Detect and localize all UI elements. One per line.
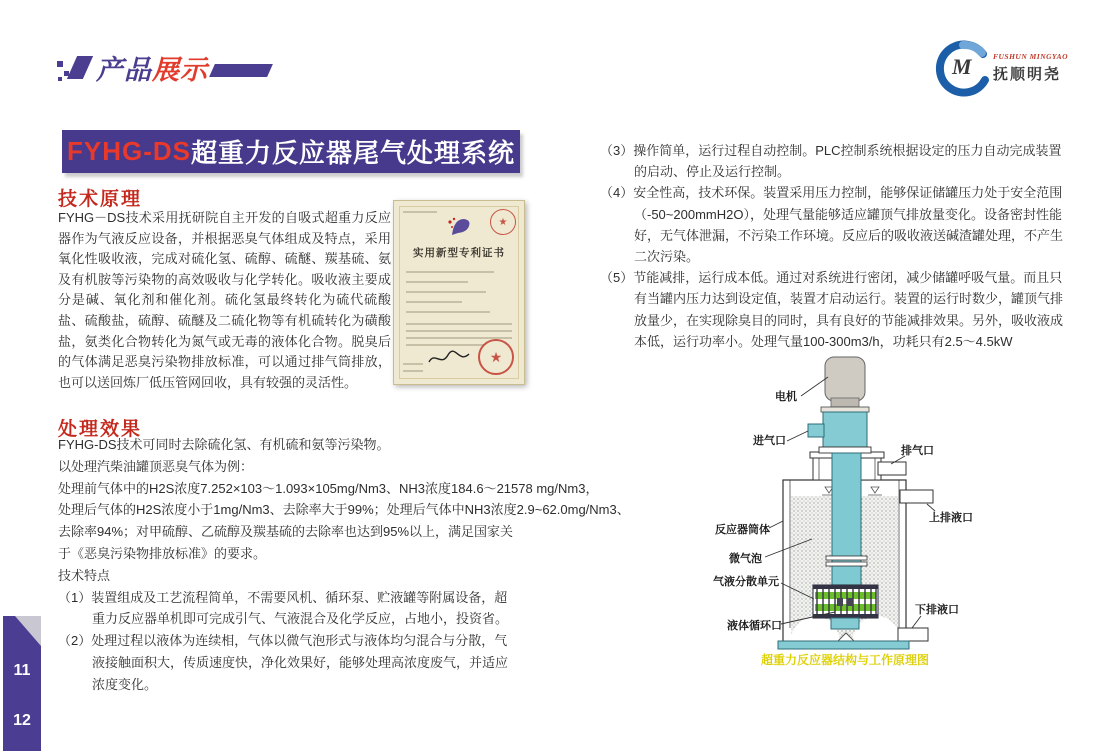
- certificate-text-line: [406, 271, 494, 273]
- reactor-diagram: [665, 346, 995, 676]
- label-dispersion-unit: 气液分散单元: [713, 576, 779, 588]
- certificate-text-line: [406, 311, 490, 313]
- effect-line: 去除率94%；对甲硫醇、乙硫醇及羰基硫的去除率也达到95%以上，满足国家关于《恶臭污染物排放标准》的要求。: [58, 524, 514, 561]
- banner-block: [67, 56, 93, 79]
- company-name-cn: 抚顺明尧: [993, 66, 1062, 83]
- effect-text: [58, 434, 630, 696]
- certificate-signature: [426, 349, 472, 369]
- features-right: [600, 140, 1068, 352]
- certificate-text-line: [406, 291, 486, 293]
- label-gas-outlet: 排气口: [901, 445, 934, 457]
- lower-drain-pipe: [898, 628, 928, 641]
- outlet-pipe: [878, 462, 906, 475]
- effect-line: 处理后气体的H2S浓度小于1mg/Nm3、去除率大于99%；处理后气体中NH3浓度2.9~62.0mg/Nm3、: [58, 502, 630, 518]
- diagram-caption: 超重力反应器结构与工作原理图: [760, 653, 930, 667]
- certificate-text-line: [406, 330, 512, 332]
- upper-drain-pipe: [900, 490, 933, 503]
- certificate-footer-line: [403, 370, 423, 372]
- label-liquid-circulation: 液体循环口: [727, 620, 782, 632]
- banner-pixel: [57, 61, 63, 67]
- feature-item-1: （1）装置组成及工艺流程简单，不需要风机、循环泵、贮液罐等附属设备，超重力反应器单机即可完成引气、气液混合及化学反应，占地小，投资省。: [58, 589, 509, 627]
- page-title: [62, 130, 520, 173]
- page-number-right: 12: [13, 712, 31, 729]
- certificate-seal-top-icon: ★: [490, 209, 516, 235]
- dispersion-unit: [813, 585, 878, 618]
- feature-item-3: （3）操作简单，运行过程自动控制。PLC控制系统根据设定的压力自动完成装置的启动、停止及运行控制。: [600, 143, 1062, 180]
- company-name-en: FUSHUN MINGYAO: [993, 52, 1068, 61]
- label-lower-drain: 下排液口: [915, 604, 959, 616]
- drive-column: [823, 412, 867, 447]
- effect-line: 以处理汽柴油罐顶恶臭气体为例：: [58, 458, 254, 474]
- brand-banner-text: [96, 48, 208, 87]
- label-reactor-body: 反应器筒体: [715, 524, 770, 536]
- patent-certificate: [393, 200, 525, 385]
- effect-heading: 处理效果: [58, 419, 143, 440]
- principle-body: FYHG－DS技术采用抚研院自主开发的自吸式超重力反应器作为气液反应设备，并根据恶臭气体组成及特点，采用氧化性吸收液，完成对硫化氢、硫醇、硫醚、羰基硫、氨及有机胺等污染物的高效吸收与化学转化。吸收液主要成分是碱、氧化剂和催化剂。硫化氢最终转化为硫代硫酸盐、硫酸盐，硫醇、硫醚及二硫化物等有机硫转化为磺酸盐，氨类化合物转化为氮气或无毒的液体化合物。脱臭后的气体满足恶臭污染物排放标准，可以通过排气筒排放，也可以送回炼厂低压管网回收，具有较强的灵活性。: [58, 210, 391, 390]
- company-logo-icon: [933, 40, 991, 98]
- page-ribbon: [3, 616, 41, 751]
- label-motor: 电机: [775, 391, 797, 403]
- certificate-text-line: [406, 323, 512, 325]
- label-gas-inlet: 进气口: [753, 435, 786, 447]
- page-number-left: 11: [13, 662, 31, 679]
- base-plate: [778, 641, 909, 649]
- shaft-foot: [831, 618, 859, 629]
- banner-pixel: [58, 77, 62, 81]
- label-upper-drain: 上排液口: [929, 512, 973, 524]
- shaft: [832, 453, 861, 603]
- logo-monogram: M: [952, 54, 972, 79]
- brand-text-secondary: 展示: [152, 55, 208, 85]
- effect-subheading: 技术特点: [58, 567, 111, 583]
- certificate-footer-line: [403, 363, 423, 365]
- certificate-text-line: [406, 344, 484, 346]
- feature-item-5: （5）节能减排，运行成本低。通过对系统进行密闭，减少储罐呼吸气量。而且只有当罐内压力达到设定值，装置才启动运行。装置的运行时数少，罐顶气排放量少，在实现除臭目的同时，具有良好的节能减排效果。另外，吸收液成本低，运行功率小。处理气量100-300m3/h，功耗只有2.5～4.5kW: [600, 270, 1064, 349]
- certificate-text-line: [406, 281, 468, 283]
- certificate-text-line: [406, 301, 462, 303]
- banner-trailing-bar: [209, 64, 273, 77]
- certificate-number-line: [403, 211, 437, 213]
- feature-item-2: （2）处理过程以液体为连续相，气体以微气泡形式与液体均匀混合与分散，气液接触面积大，传质速度快，净化效果好，能够处理高浓度废气，并适应浓度变化。: [58, 633, 509, 692]
- page-title-rest: 超重力反应器尾气处理系统: [190, 138, 515, 168]
- label-micro-bubbles: 微气泡: [729, 553, 762, 565]
- principle-heading: 技术原理: [58, 189, 143, 210]
- effect-line: 处理前气体中的H2S浓度7.252×103～1.093×105mg/Nm3、NH3浓度184.6～21578 mg/Nm3，: [58, 480, 599, 496]
- brand-text-primary: 产品: [96, 55, 152, 85]
- page-title-prefix: FYHG-DS: [66, 136, 191, 166]
- motor-body: [825, 357, 865, 401]
- feature-item-4: （4）安全性高，技术环保。装置采用压力控制，能够保证储罐压力处于安全范围（-50~200mmH2O），处理气量能够适应罐顶气排放量变化。设备密封性能好，无气体泄漏，不污染工作环境。反应后的吸收液送碱渣罐处理，不产生二次污染。: [600, 185, 1064, 265]
- inlet-pipe: [808, 424, 824, 437]
- certificate-seal-bottom-icon: ★: [478, 339, 514, 375]
- certificate-title: 实用新型专利证书: [413, 248, 505, 259]
- patent-office-emblem-icon: [446, 215, 474, 239]
- effect-line: FYHG-DS技术可同时去除硫化氢、有机硫和氨等污染物。: [58, 437, 390, 452]
